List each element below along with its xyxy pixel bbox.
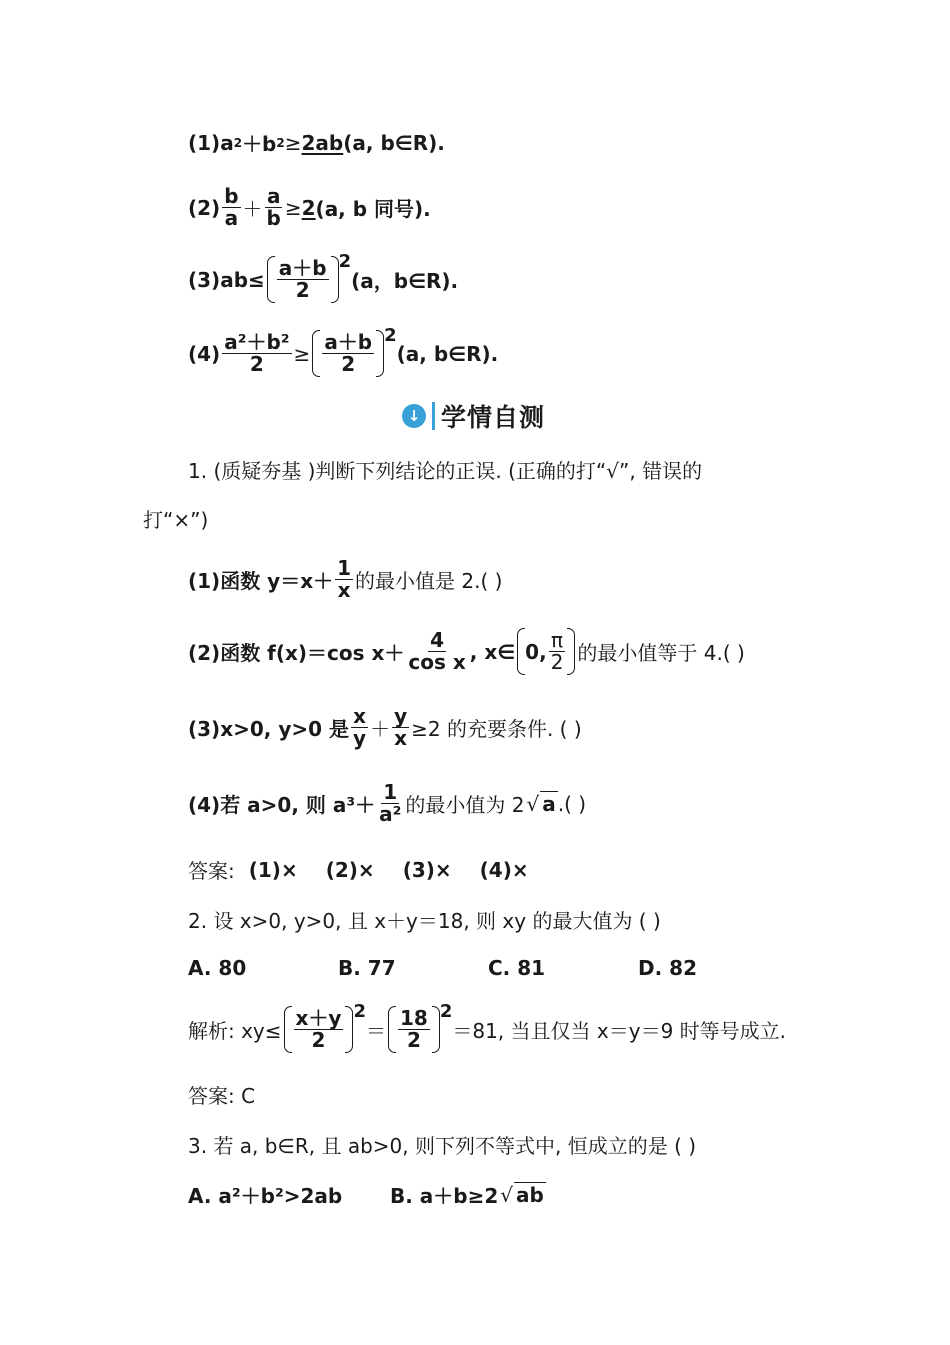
section-title: 学情自测	[441, 403, 546, 432]
question-3-options: A. a²＋b²>2ab B. a＋b≥2 √ ab	[188, 1180, 546, 1209]
plus-sign: ＋	[242, 197, 263, 221]
down-arrow-icon: ↓	[402, 404, 426, 428]
parenthesis-group: $\frac{a+b}{2}$	[312, 332, 384, 375]
fraction-b-over-a: $\frac{b}{a}$	[224, 184, 239, 230]
option-c: C. 81	[488, 956, 546, 980]
heading-divider	[432, 402, 435, 430]
parenthesis-group: $\frac{a+b}{2}$	[267, 258, 339, 301]
question-1-item-3: (3)x>0, y>0 是 $\frac{x}{y}$ ＋ $\frac{y}{x}$ ≥2 的充要条件. ( )	[188, 704, 582, 750]
option-a: A. a²＋b²>2ab	[188, 1184, 343, 1208]
question-1-item-1: (1)函数 y＝x＋ $\frac{1}{x}$ 的最小值是 2.( )	[188, 556, 503, 602]
fraction-sum-squares: $\frac{\text{a²＋b²}}{2}$	[224, 330, 290, 376]
question-1-answer: 答案: (1)× (2)× (3)× (4)×	[188, 857, 529, 883]
formula-3	[188, 251, 459, 302]
formula-2-tail: (a, b 同号).	[315, 197, 431, 221]
formula-2-lead: (2)	[188, 195, 221, 220]
question-2-options	[188, 956, 697, 980]
question-2-answer: 答案: C	[188, 1084, 256, 1108]
formula-1-mid: ＋b	[242, 132, 277, 156]
formula-2	[188, 186, 431, 229]
question-3-stem: 3. 若 a, b∈R, 且 ab>0, 则下列不等式中, 恒成立的是 ( )	[188, 1134, 697, 1158]
option-b: B. a＋b≥2	[390, 1184, 499, 1208]
formula-2-answer: 2	[301, 195, 316, 220]
question-1-stem-cont: 打“×”)	[143, 508, 209, 532]
option-b: B. 77	[338, 956, 396, 980]
formula-1-lead: (1)a	[188, 130, 234, 155]
formula-1: (1)a 2 ＋b 2 ≥ 2ab (a, b∈R).	[188, 128, 445, 157]
interval-bracket: 0, $\frac{\pi}{2}$	[517, 630, 575, 673]
exponent: 2	[338, 251, 352, 272]
formula-3-lead: (3)ab≤	[188, 267, 265, 292]
question-1-stem: 1. (质疑夯基 )判断下列结论的正误. (正确的打“√”, 错误的	[188, 459, 703, 483]
formula-4-relation: ≥	[293, 341, 311, 366]
fraction-a-over-b: $\frac{a}{b}$	[266, 184, 281, 230]
formula-4-lead: (4)	[188, 341, 221, 366]
formula-4-tail: (a, b∈R).	[396, 341, 499, 366]
option-a: A. 80	[188, 956, 247, 980]
formula-4	[188, 325, 499, 376]
formula-1-answer: 2ab	[301, 130, 344, 155]
exponent: 2	[384, 325, 397, 346]
question-1-item-2: (2)函数 f(x)＝cos x＋ $\frac{4}{\text{cos x}}$ , x∈ 0, $\frac{\pi}{2}$ 的最小值等于 4.( )	[188, 628, 745, 674]
question-1-item-4: (4)若 a>0, 则 a³＋ $\frac{1}{\text{a²}}$ 的最小值为 2 √ a .( )	[188, 780, 587, 826]
formula-2-relation: ≥	[284, 195, 302, 220]
question-2-stem: 2. 设 x>0, y>0, 且 x＋y＝18, 则 xy 的最大值为 ( )	[188, 909, 661, 933]
option-d: D. 82	[638, 956, 697, 980]
formula-1-tail: (a, b∈R).	[343, 130, 445, 155]
formula-1-relation: ≥	[284, 130, 302, 155]
formula-3-tail: (a，b∈R).	[351, 269, 459, 293]
question-2-solution: 解析: xy≤ $\frac{x+y}{2}$ 2 ＝ $\frac{18}{2}$ 2 ＝81, 当且仅当 x＝y＝9 时等号成立.	[188, 1001, 787, 1052]
section-heading	[402, 398, 545, 434]
